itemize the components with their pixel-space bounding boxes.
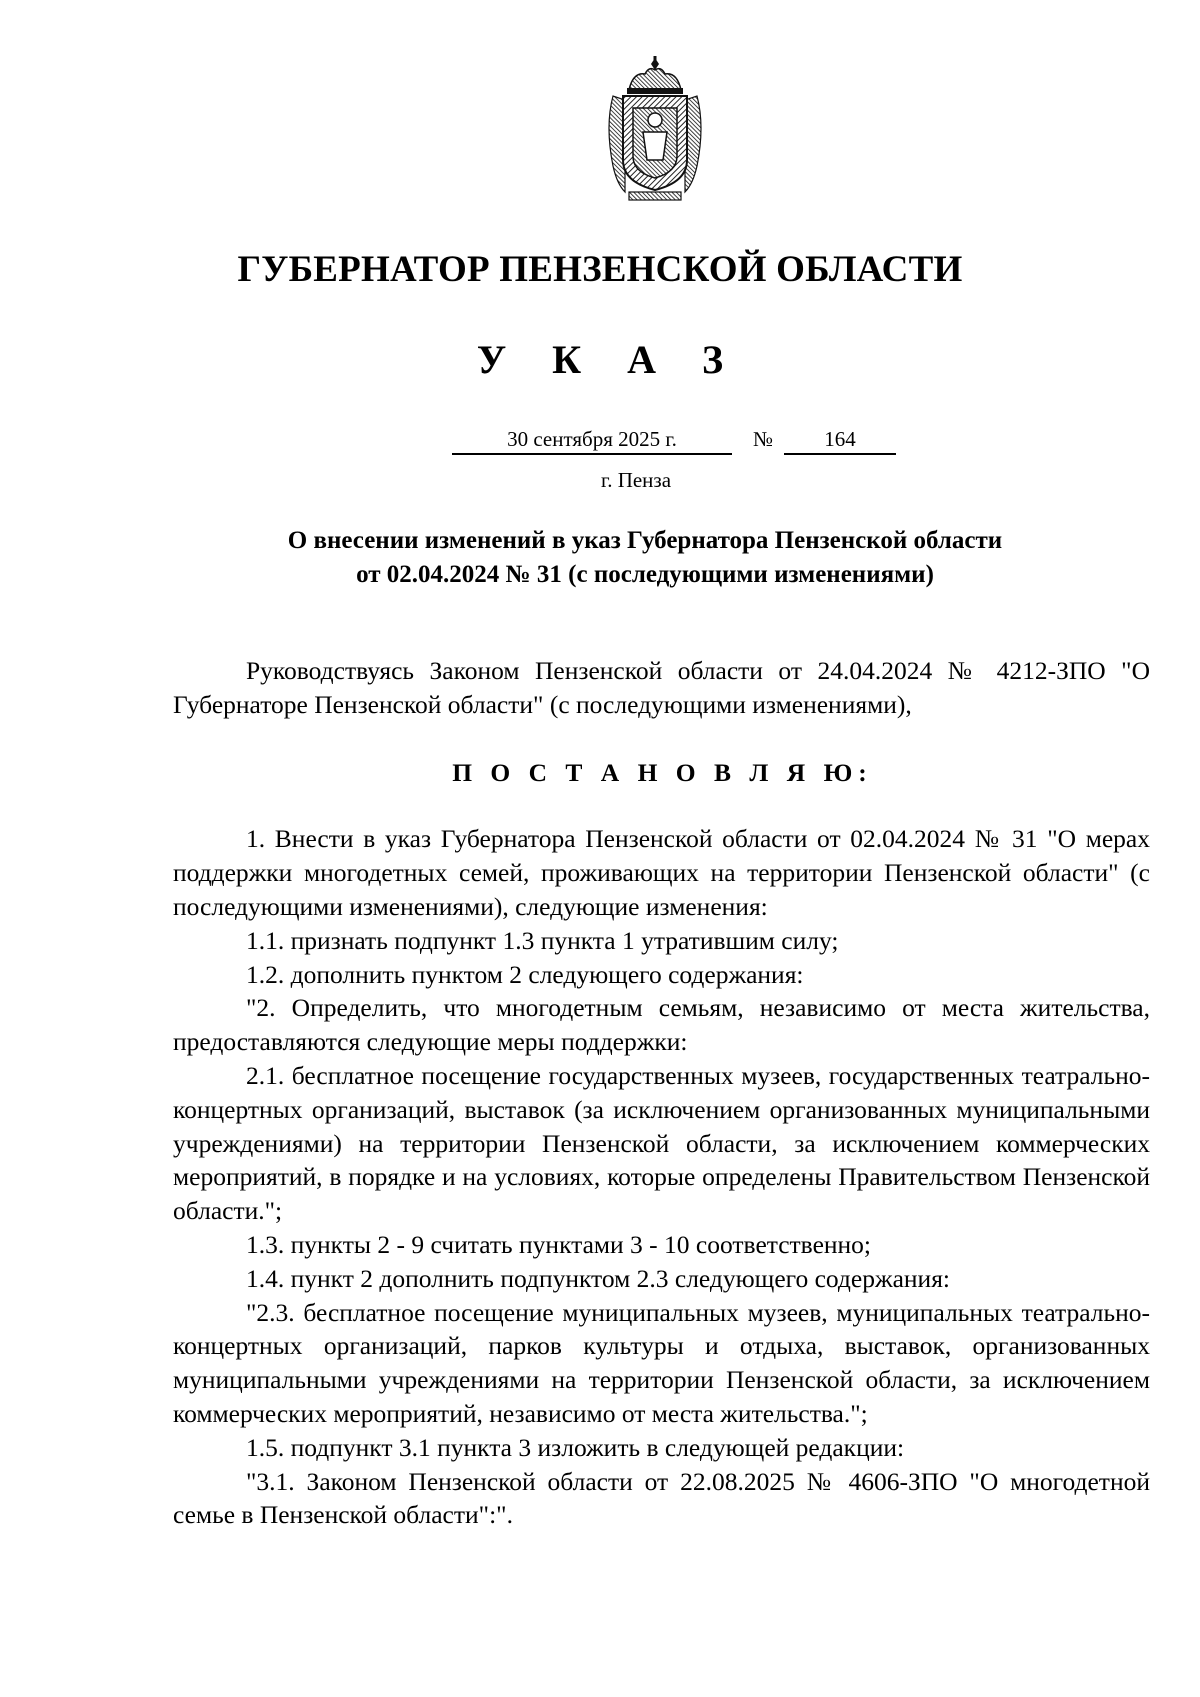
subject-line-2: от 02.04.2024 № 31 (с последующими изменениями)	[356, 561, 934, 588]
decree-number: 164	[784, 425, 896, 455]
organization-title: ГУБЕРНАТОР ПЕНЗЕНСКОЙ ОБЛАСТИ	[237, 249, 963, 290]
paragraph: 1.5. подпункт 3.1 пункта 3 изложить в следующей редакции:	[246, 1432, 905, 1462]
decree-subject	[200, 524, 1090, 592]
city: г. Пенза	[600, 468, 672, 492]
paragraph: 1. Внести в указ Губернатора Пензенской области от 02.04.2024 № 31 "О мерах поддержки многодетных семей, проживающих на территории Пензенской области" (с последующими изменениями), следующие изменения:	[173, 824, 1150, 921]
subject-line-1: О внесении изменений в указ Губернатора Пензенской области	[287, 527, 1003, 554]
date-number-line	[0, 425, 1200, 461]
decree-body	[173, 654, 1150, 1532]
decree-word: П О С Т А Н О В Л Я Ю:	[452, 757, 873, 787]
paragraph: "3.1. Законом Пензенской области от 22.08.2025 № 4606-ЗПО "О многодетной семье в Пензенской области":".	[173, 1466, 1150, 1530]
paragraph: 1.3. пункты 2 - 9 считать пунктами 3 - 10 соответственно;	[246, 1229, 872, 1259]
decree-date: 30 сентября 2025 г.	[452, 425, 732, 455]
paragraph: "2. Определить, что многодетным семьям, независимо от места жительства, предоставляются следующие меры поддержки:	[173, 993, 1150, 1057]
paragraph: 1.2. дополнить пунктом 2 следующего содержания:	[246, 959, 804, 989]
document-type: У К А З	[476, 337, 742, 382]
paragraph: 1.4. пункт 2 дополнить подпунктом 2.3 следующего содержания:	[246, 1263, 951, 1293]
paragraph: 1.1. признать подпункт 1.3 пункта 1 утратившим силу;	[246, 925, 839, 955]
paragraph: 2.1. бесплатное посещение государственных музеев, государственных театрально-концертных организаций, выставок (за исключением организованных муниципальными учреждениями) на территории Пензенской области, за исключением коммерческих мероприятий, в порядке и на условиях, которые определены Правительством Пензенской области.";	[173, 1060, 1150, 1226]
number-sign: №	[752, 427, 774, 451]
paragraph: "2.3. бесплатное посещение муниципальных музеев, муниципальных театрально-концертных организаций, парков культуры и отдыха, выставок, организованных муниципальными учреждениями на территории Пензенской области, за исключением коммерческих мероприятий, независимо от места жительства.";	[173, 1297, 1150, 1428]
coat-of-arms-icon	[603, 56, 707, 204]
preamble: Руководствуясь Законом Пензенской области от 24.04.2024 № 4212-ЗПО "О Губернаторе Пензенской области" (с последующими изменениями),	[173, 656, 1150, 719]
